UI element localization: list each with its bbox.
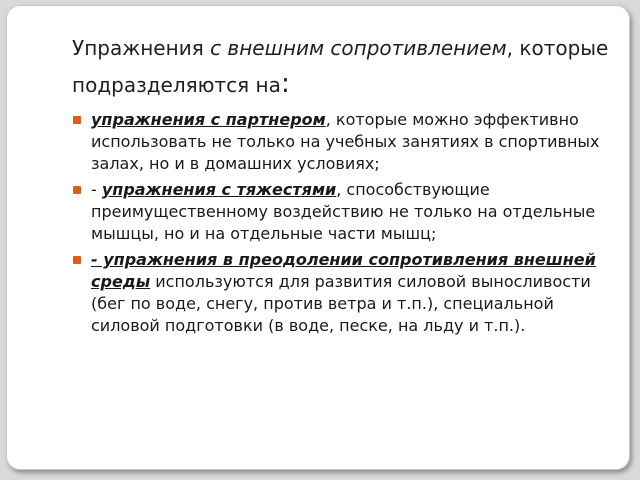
- bullet-term: - упражнения в преодолении сопротивления внешней среды: [91, 250, 596, 291]
- bullet-term: упражнения с тяжестями: [101, 180, 337, 199]
- bullet-square-icon: [73, 256, 81, 264]
- title-text-end: , которые подразделяются на: [72, 36, 609, 97]
- bullet-text: , которые можно эффективно использовать не только на учебных занятиях в спортивных залах, но и в домашних условиях;: [91, 110, 600, 173]
- bullet-text: используются для развития силовой выносливости (бег по воде, снегу, против ветра и т.п.), специальной силовой подготовки (в воде, песке, на льду и т.п.).: [91, 272, 591, 335]
- title-text-italic: с внешним сопротивлением: [210, 36, 507, 60]
- bullet-list: [72, 109, 612, 341]
- bullet-text: , способствующие преимущественному воздействию не только на отдельные мышцы, но и на отдельные части мышц;: [91, 180, 596, 243]
- bullet-item-partner: [72, 109, 612, 175]
- bullet-square-icon: [73, 186, 81, 194]
- bullet-item-environment: [72, 249, 612, 337]
- slide: [6, 5, 630, 470]
- bullet-prefix: -: [91, 180, 102, 199]
- bullet-item-weights: [72, 179, 612, 245]
- title-text-start: Упражнения: [72, 36, 211, 60]
- bullet-square-icon: [73, 116, 81, 124]
- slide-title: [72, 31, 612, 103]
- title-colon: :: [280, 68, 290, 99]
- bullet-term: упражнения с партнером: [91, 110, 326, 129]
